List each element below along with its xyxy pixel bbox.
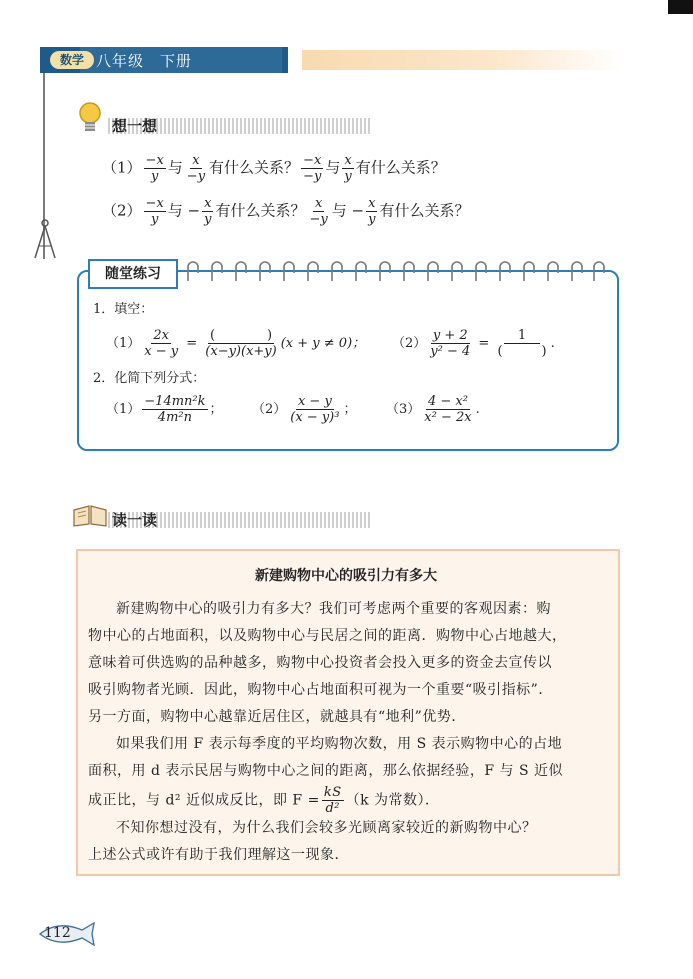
- numerator: −x: [145, 153, 164, 168]
- text-line: 如果我们用 F 表示每季度的平均购物次数，用 S 表示购物中心的占地: [116, 736, 563, 752]
- fraction: [366, 196, 377, 227]
- text: 有什么关系？: [215, 201, 306, 220]
- numerator: 1: [504, 328, 540, 344]
- numerator: −x: [303, 153, 322, 168]
- fraction: [308, 196, 330, 227]
- condition: (x + y ≠ 0)；: [280, 336, 366, 351]
- fraction: [495, 328, 548, 359]
- simplify-1: [106, 394, 223, 425]
- text: 与 −: [331, 201, 365, 220]
- fraction: [142, 328, 180, 359]
- numerator: kS: [323, 785, 342, 800]
- text: 有什么关系？: [355, 158, 446, 177]
- article-title: 新建购物中心的吸引力有多大: [255, 568, 437, 584]
- fraction: [342, 153, 353, 184]
- fraction: [144, 153, 166, 184]
- formula-line: [88, 785, 606, 816]
- text-line: 新建购物中心的吸引力有多大？我们可考虑两个重要的客观因素：购: [116, 601, 551, 617]
- denominator: −y: [309, 212, 328, 227]
- text: 与 −: [167, 201, 201, 220]
- numerator: x − y: [297, 394, 332, 409]
- denominator: (x−y)(x+y): [205, 344, 277, 359]
- practice-title: 随堂练习: [88, 259, 178, 289]
- denominator: y: [368, 212, 376, 227]
- question-number: （3）: [386, 402, 421, 417]
- simplify-3: [386, 394, 480, 425]
- denominator: ( ): [497, 344, 547, 359]
- denominator: y: [150, 169, 159, 184]
- text: .: [550, 336, 555, 351]
- text: ；: [343, 402, 357, 417]
- numerator: x: [192, 153, 200, 168]
- denominator: x² − 2x: [424, 410, 472, 425]
- numerator: x: [368, 196, 376, 211]
- denominator: y: [344, 169, 352, 184]
- text-line: 意味着可供选购的品种越多，购物中心投资者会投入更多的资金去宣传以: [88, 655, 552, 671]
- article-paragraph-1: [88, 596, 606, 731]
- denominator: y: [150, 212, 159, 227]
- fill-blank-2: （2） $\frac{y + 2}{\text{y² − 4}}$ = $\frac{1}{( )}$ .: [392, 328, 555, 359]
- text: 与: [325, 158, 341, 177]
- compass-icon: [30, 218, 60, 262]
- text-line: 另一方面，购物中心越靠近居住区，就越具有“地利”优势．: [88, 709, 466, 725]
- text-line: 物中心的占地面积，以及购物中心与民居之间的距离．购物中心占地越大，: [88, 628, 567, 644]
- practice-item-1-label: 1．填空：: [93, 302, 154, 317]
- book-badge: 数学: [50, 51, 94, 69]
- numerator: −x: [145, 196, 164, 211]
- fraction: [185, 153, 207, 184]
- think-question-2: [102, 196, 469, 227]
- header-gradient: [302, 50, 622, 70]
- formula-fraction: [322, 785, 344, 816]
- question-number: （2）: [392, 336, 427, 351]
- simplify-2: [252, 394, 357, 425]
- numerator: x: [314, 196, 323, 211]
- text-line: 不知你想过没有，为什么我们会较多光顾离家较近的新购物中心？: [116, 820, 537, 836]
- question-number: （1）: [106, 402, 141, 417]
- fraction: [144, 196, 166, 227]
- denominator: d²: [325, 801, 340, 816]
- fraction: [202, 196, 213, 227]
- fraction: [422, 394, 473, 425]
- denominator: x − y: [144, 344, 179, 359]
- text: .: [475, 402, 480, 417]
- practice-item-2-label: 2．化简下列分式：: [93, 371, 206, 386]
- fraction: [301, 153, 323, 184]
- question-number: （1）: [102, 158, 142, 177]
- fraction: [142, 394, 207, 425]
- fraction: [288, 394, 341, 425]
- denominator: −y: [303, 169, 322, 184]
- article-paragraph-2: [88, 731, 606, 816]
- text-line: 吸引购物者光顾．因此，购物中心占地面积可视为一个重要“吸引指标”．: [88, 682, 553, 698]
- fraction: [428, 328, 472, 359]
- text: 成正比，与 d² 近似成反比，即 F =: [88, 792, 320, 809]
- fraction: [203, 328, 278, 359]
- text-line: 面积，用 d 表示民居与购物中心之间的距离，那么依据经验，F 与 S 近似: [88, 763, 564, 779]
- open-book-icon: [72, 502, 108, 528]
- article-paragraph-3: [88, 815, 606, 869]
- denominator: y² − 4: [430, 344, 471, 359]
- denominator: (x − y)³: [290, 410, 340, 425]
- corner-tab: [668, 0, 693, 14]
- text: （k 为常数）．: [345, 792, 440, 809]
- text: 有什么关系？: [379, 201, 470, 220]
- question-number: （1）: [106, 336, 141, 351]
- lightbulb-icon: [76, 100, 104, 136]
- denominator: −y: [186, 169, 206, 184]
- denominator: y: [204, 212, 212, 227]
- text-line: 上述公式或许有助于我们理解这一现象．: [88, 847, 349, 863]
- denominator: 4m²n: [157, 410, 192, 425]
- numerator: −14mn²k: [144, 394, 206, 409]
- text: ；: [209, 402, 223, 417]
- numerator: x: [344, 153, 352, 168]
- page-number: 112: [44, 925, 71, 941]
- numerator: 4 − x²: [427, 394, 468, 409]
- numerator: x: [204, 196, 212, 211]
- question-number: （2）: [252, 402, 287, 417]
- read-title: 读一读: [112, 511, 158, 529]
- grade-text: 八年级 下册: [96, 52, 193, 70]
- spiral-binding-icon: [180, 257, 610, 285]
- text: 有什么关系？: [209, 158, 300, 177]
- numerator: 2x: [153, 328, 169, 343]
- think-title: 想一想: [112, 117, 158, 135]
- numerator: ( ): [209, 328, 273, 343]
- numerator: y + 2: [432, 328, 468, 343]
- fill-blank-1: （1） $\frac{2x}{x - y}$ = $\frac{( )}{(x-y)(x+y)}$ (x + y ≠ 0)；: [106, 328, 366, 359]
- question-number: （2）: [102, 201, 142, 220]
- text: 与: [167, 158, 183, 177]
- think-question-1: [102, 153, 446, 184]
